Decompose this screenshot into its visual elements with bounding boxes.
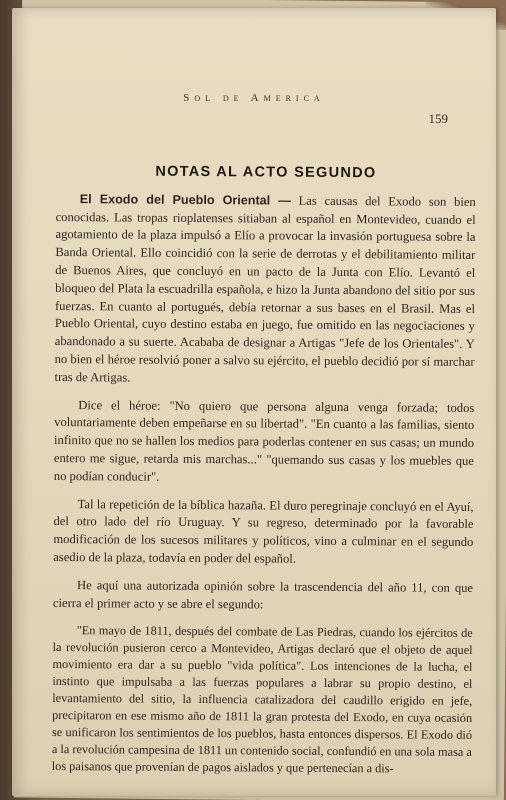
paragraph-lead-heading: El Exodo del Pueblo Oriental — — [79, 191, 291, 208]
page-number: 159 — [428, 111, 448, 126]
paragraph-exodo — [54, 191, 475, 390]
paragraph-peregrinaje: Tal la repetición de la bíblica hazaña. El duro peregrinaje concluyó en el Ayuí, del otro lado del río Uruguay. Y su regreso, determinado por la favorable modificación de los sucesos militares y políticos, vino a culminar en el segundo asedio de la plaza, todavía en poder del español. — [53, 496, 474, 566]
section-title: NOTAS AL ACTO SEGUNDO — [155, 163, 377, 182]
book-page — [12, 8, 496, 796]
paragraph-quote-heroe: Dice el héroe: "No quiero que persona alguna venga forzada; todos voluntariamente deben empeñarse en su libertad". "En cuanto a las familias, siento infinito que no se hallen los medios para poderlas contener en sus casas; un mundo entero me sigue, retarda mis marchas..." "quemando sus casas y los muebles que no podían conducir". — [53, 397, 475, 484]
page-content — [52, 163, 476, 788]
paragraph-body: Las causas del Exodo son bien conocidas. Las tropas rioplatenses sitiaban al español en Montevideo, cuando el agotamiento de la plaza impulsó a Elío a provocar la invasión portuguesa sobre la Banda Oriental. Ello coincidió con la serie de derrotas y el debilitamiento militar de Buenos Aires, que concluyó en un pacto de la Junta con Elío. Levantó el bloqueo del Plata la escuadrilla española, e hizo la Junta abandono del sitio por sus fuerzas. En cuanto al portugués, debía retornar a sus bases en el Brasil. Mas el Pueblo Oriental, cuyo destino estaba en juego, fue omitido en las negociaciones y abandonado a su suerte. Acababa de designar a Artigas "Jefe de los Orientales". Y no bien el héroe resolvió poner a salvo su ejército, el pueblo decidió por sí marchar tras de Artigas. — [54, 193, 476, 385]
running-head: Sol de America — [183, 92, 325, 104]
paragraph-opinion-intro: He aquí una autorizada opinión sobre la trascendencia del año 11, con que cierra el primer acto y se abre el segundo: — [52, 577, 474, 611]
paragraph-quoted-opinion: "En mayo de 1811, después del combate de Las Piedras, cuando los ejércitos de la revolución pusieron cerco a Montevideo, Artigas declaró que el objeto de aquel movimiento era dar a su pueblo "vida política". Los intenciones de la lucha, el instinto que impulsaba a las fuerzas populares a labrar su propio destino, el levantamiento del sitio, la influencia catalizadora del caudillo erigido en jefe, precipitaron en ese mismo año de 1811 la gran protesta del Exodo, en cuya ocasión se unificaron los sentimientos de los pueblos, hasta entonces dispersos. El Exodo dió a la revolución campesina de 1811 un contenido social, confundió en una sola masa a los paisanos que provenían de pagos aislados y que pertenecían a dis- — [51, 623, 473, 776]
